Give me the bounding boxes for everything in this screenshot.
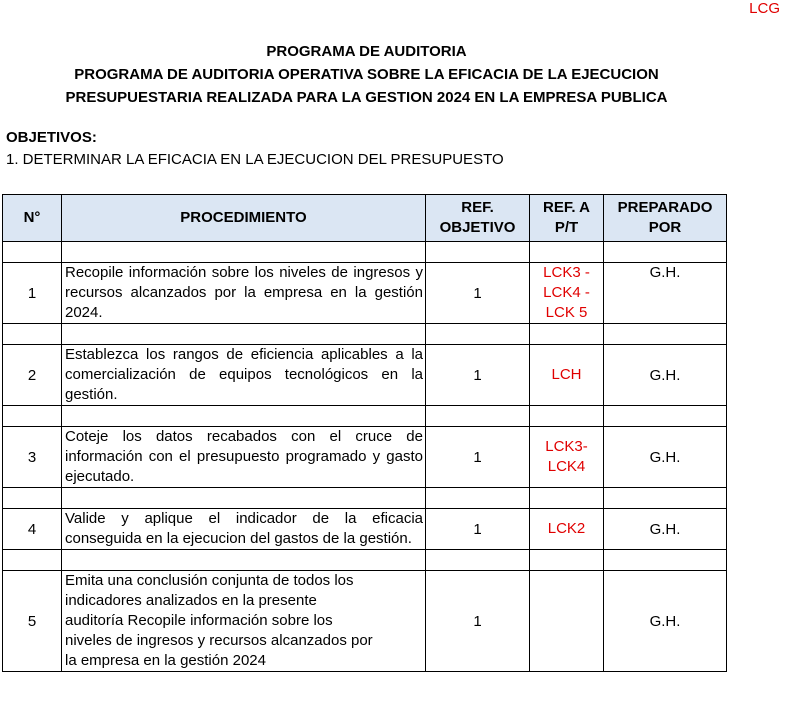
row-prepared-by: G.H. xyxy=(604,509,727,550)
row-procedure: Valide y aplique el indicador de la eficacia conseguida en la ejecucion del gastos de la gestión. xyxy=(62,509,426,550)
row-prepared-by: G.H. xyxy=(604,345,727,406)
header-num: N° xyxy=(3,195,62,242)
audit-program-table xyxy=(2,194,727,672)
spacer-row xyxy=(3,324,727,345)
procedure-line: auditoría Recopile información sobre los xyxy=(65,612,333,629)
ref-pt-line: LCK3 - xyxy=(543,264,590,281)
procedure-line: niveles de ingresos y recursos alcanzados por xyxy=(65,632,373,649)
objective-1: 1. DETERMINAR LA EFICACIA EN LA EJECUCION DEL PRESUPUESTO xyxy=(6,151,504,168)
header-ref-pt-line-2: P/T xyxy=(554,219,579,236)
row-ref-pt xyxy=(530,263,604,324)
row-num: 1 xyxy=(3,263,62,324)
corner-tag: LCG xyxy=(749,0,780,17)
procedure-line: indicadores analizados en la presente xyxy=(65,592,317,609)
row-procedure xyxy=(62,571,426,672)
table-row xyxy=(3,263,727,324)
ref-pt-line: LCK 5 xyxy=(545,304,588,321)
table-row xyxy=(3,345,727,406)
title-main: PROGRAMA DE AUDITORIA xyxy=(266,43,467,60)
ref-pt-line: LCK3- xyxy=(545,438,588,455)
title-line-3: PRESUPUESTARIA REALIZADA PARA LA GESTION 2024 EN LA EMPRESA PUBLICA xyxy=(65,89,668,106)
objectives-heading: OBJETIVOS: xyxy=(6,129,97,146)
ref-pt-line: LCK4 xyxy=(547,458,586,475)
row-ref-objective: 1 xyxy=(426,345,530,406)
procedure-line: la empresa en la gestión 2024 xyxy=(65,652,266,669)
header-ref-pt-line-1: REF. A xyxy=(543,199,590,216)
row-ref-objective: 1 xyxy=(426,263,530,324)
row-ref-objective: 1 xyxy=(426,571,530,672)
row-procedure: Establezca los rangos de eficiencia aplicables a la comercialización de equipos tecnológicos en la gestión. xyxy=(62,345,426,406)
spacer-row xyxy=(3,406,727,427)
row-num: 5 xyxy=(3,571,62,672)
row-procedure: Coteje los datos recabados con el cruce de información con el presupuesto programado y gasto ejecutado. xyxy=(62,427,426,488)
row-ref-pt xyxy=(530,427,604,488)
header-prepared-line-1: PREPARADO xyxy=(617,199,713,216)
row-num: 4 xyxy=(3,509,62,550)
row-ref-pt xyxy=(530,345,604,406)
ref-pt-line: LCH xyxy=(551,366,582,383)
procedure-line: Emita una conclusión conjunta de todos los xyxy=(65,572,354,589)
row-ref-objective: 1 xyxy=(426,427,530,488)
spacer-row xyxy=(3,550,727,571)
table-row xyxy=(3,427,727,488)
row-prepared-by: G.H. xyxy=(604,263,727,324)
document-titles xyxy=(0,40,733,109)
row-procedure: Recopile información sobre los niveles de ingresos y recursos alcanzados por la empresa en la gestión 2024. xyxy=(62,263,426,324)
header-prepared-by xyxy=(604,195,727,242)
header-procedure: PROCEDIMIENTO xyxy=(62,195,426,242)
spacer-row xyxy=(3,488,727,509)
spacer-row xyxy=(3,242,727,263)
row-prepared-by: G.H. xyxy=(604,427,727,488)
row-ref-pt xyxy=(530,509,604,550)
row-ref-objective: 1 xyxy=(426,509,530,550)
row-ref-pt xyxy=(530,571,604,672)
table-row xyxy=(3,571,727,672)
header-ref-objective-line-2: OBJETIVO xyxy=(439,219,516,236)
header-ref-pt xyxy=(530,195,604,242)
row-prepared-by: G.H. xyxy=(604,571,727,672)
header-ref-objective xyxy=(426,195,530,242)
row-num: 2 xyxy=(3,345,62,406)
row-num: 3 xyxy=(3,427,62,488)
ref-pt-line: LCK4 - xyxy=(543,284,590,301)
ref-pt-line: LCK2 xyxy=(547,520,586,537)
table-row xyxy=(3,509,727,550)
title-line-2: PROGRAMA DE AUDITORIA OPERATIVA SOBRE LA EFICACIA DE LA EJECUCION xyxy=(74,66,659,83)
header-prepared-line-2: POR xyxy=(648,219,682,236)
table-header-row xyxy=(3,195,727,242)
header-ref-objective-line-1: REF. xyxy=(461,199,494,216)
